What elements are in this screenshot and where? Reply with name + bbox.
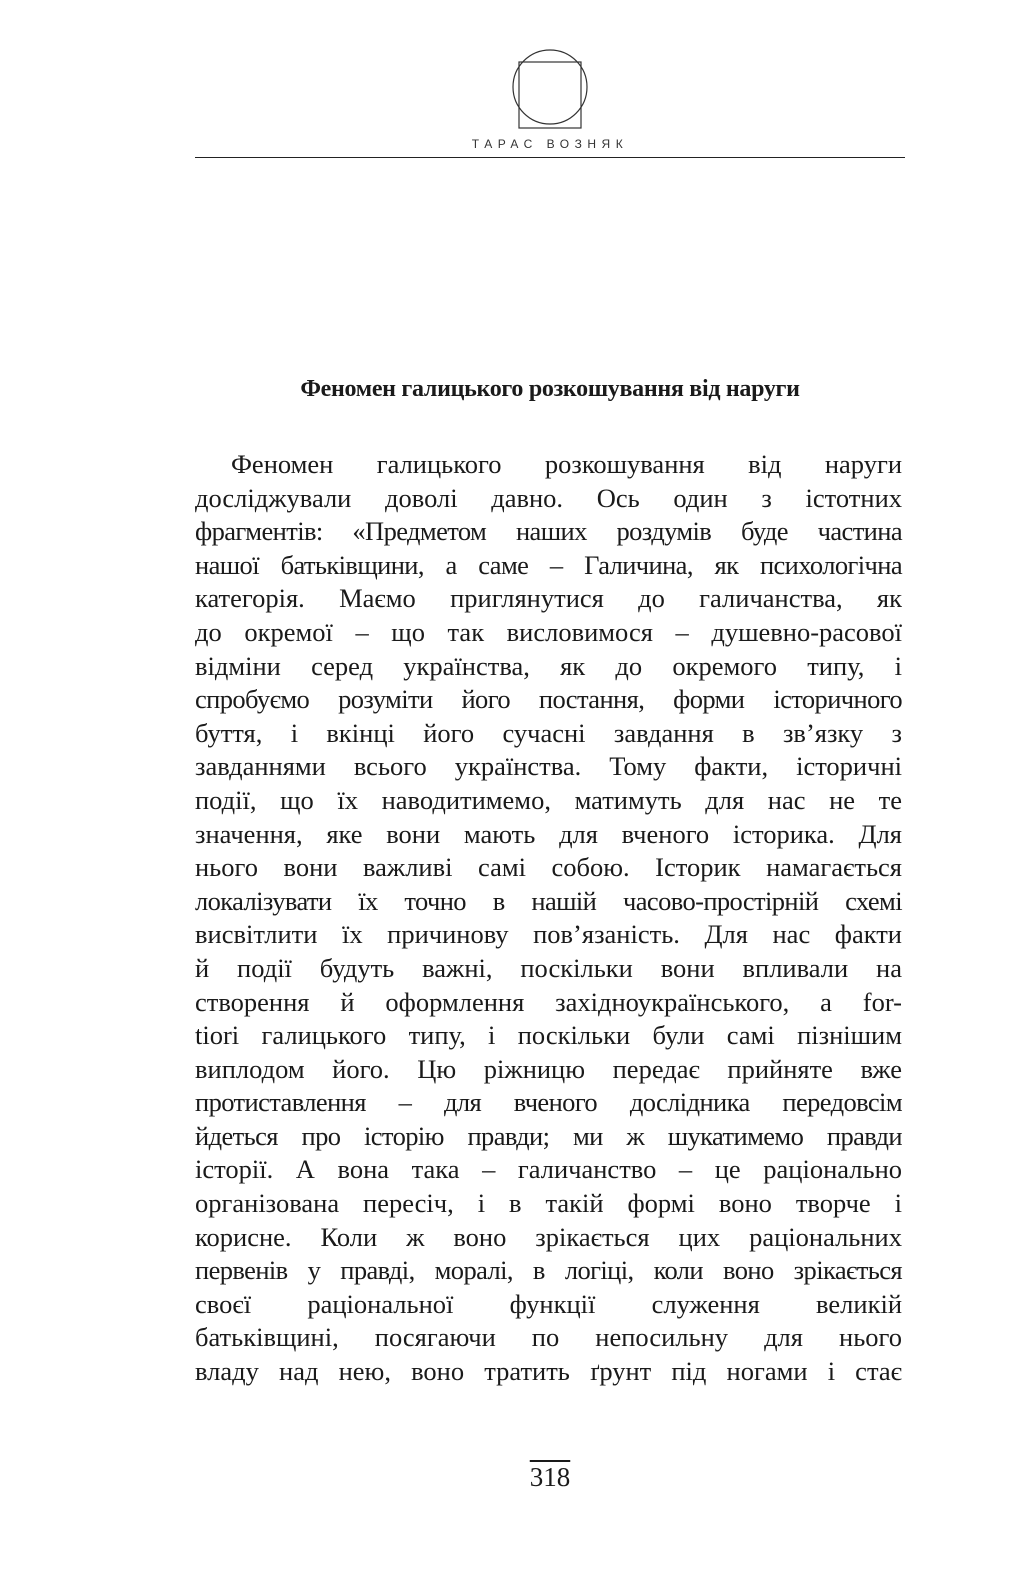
chapter-title: Феномен галицького розкошування від наруги: [300, 376, 800, 402]
text-line: до окремої – що так висловимося – душевно-расової: [195, 616, 902, 647]
text-line: фрагментів: «Предметом наших роздумів буде частина: [195, 516, 902, 547]
text-line: організована пересіч, і в такій формі воно творче і: [195, 1188, 902, 1219]
text-line: батьківщині, посягаючи по непосильну для нього: [195, 1322, 902, 1353]
text-line: спробуємо розуміти його постання, форми історичного: [195, 684, 902, 715]
text-line: Феномен галицького розкошування від наруги: [231, 449, 902, 479]
text-line: категорія. Маємо приглянутися до галичанства, як: [195, 583, 902, 614]
logo-circle-square-icon: [510, 48, 590, 130]
text-line: буття, і вкінці його сучасні завдання в зв’язку з: [195, 717, 902, 748]
text-line: й події будуть важні, поскільки вони впливали на: [195, 952, 902, 983]
body-text: [195, 448, 902, 1389]
text-line: tiori галицького типу, і поскільки були самі пізнішим: [195, 1020, 902, 1051]
text-line: нашої батьківщини, а саме – Галичина, як психологічна: [195, 549, 902, 580]
text-line: створення й оформлення західноукраїнського, а for-: [195, 986, 902, 1017]
text-line: завданнями всього українства. Тому факти, історичні: [195, 751, 902, 782]
text-line: значення, яке вони мають для вченого історика. Для: [195, 818, 902, 849]
text-line: досліджували доволі давно. Ось один з істотних: [195, 482, 902, 513]
text-line: своєї раціональної функції служення великій: [195, 1288, 902, 1319]
text-line: історії. А вона така – галичанство – це раціонально: [195, 1154, 902, 1185]
text-line: нього вони важливі самі собою. Історик намагається: [195, 852, 902, 883]
text-line: локалізувати їх точно в нашій часово-простірній схемі: [195, 885, 902, 916]
header-rule: [195, 157, 905, 158]
page-number: 318: [529, 1462, 571, 1492]
text-line: висвітлити їх причинову пов’язаність. Для нас факти: [195, 919, 902, 950]
running-head: ТАРАС ВОЗНЯК: [471, 137, 629, 151]
text-line: протиставлення – для вченого дослідника передовсім: [195, 1087, 902, 1118]
text-line: відміни серед українства, як до окремого типу, і: [195, 650, 902, 681]
text-line: йдеться про історію правди; ми ж шукатимемо правди: [195, 1120, 902, 1151]
text-line: корисне. Коли ж воно зрікається цих раціональних: [195, 1221, 902, 1252]
text-line: виплодом його. Цю ріжницю передає прийняте вже: [195, 1053, 902, 1084]
text-line: події, що їх наводитимемо, матимуть для нас не те: [195, 784, 902, 815]
text-line: владу над нею, воно тратить ґрунт під ногами і стає: [195, 1356, 902, 1387]
text-line: первенів у правді, моралі, в логіці, коли воно зрікається: [195, 1255, 902, 1286]
